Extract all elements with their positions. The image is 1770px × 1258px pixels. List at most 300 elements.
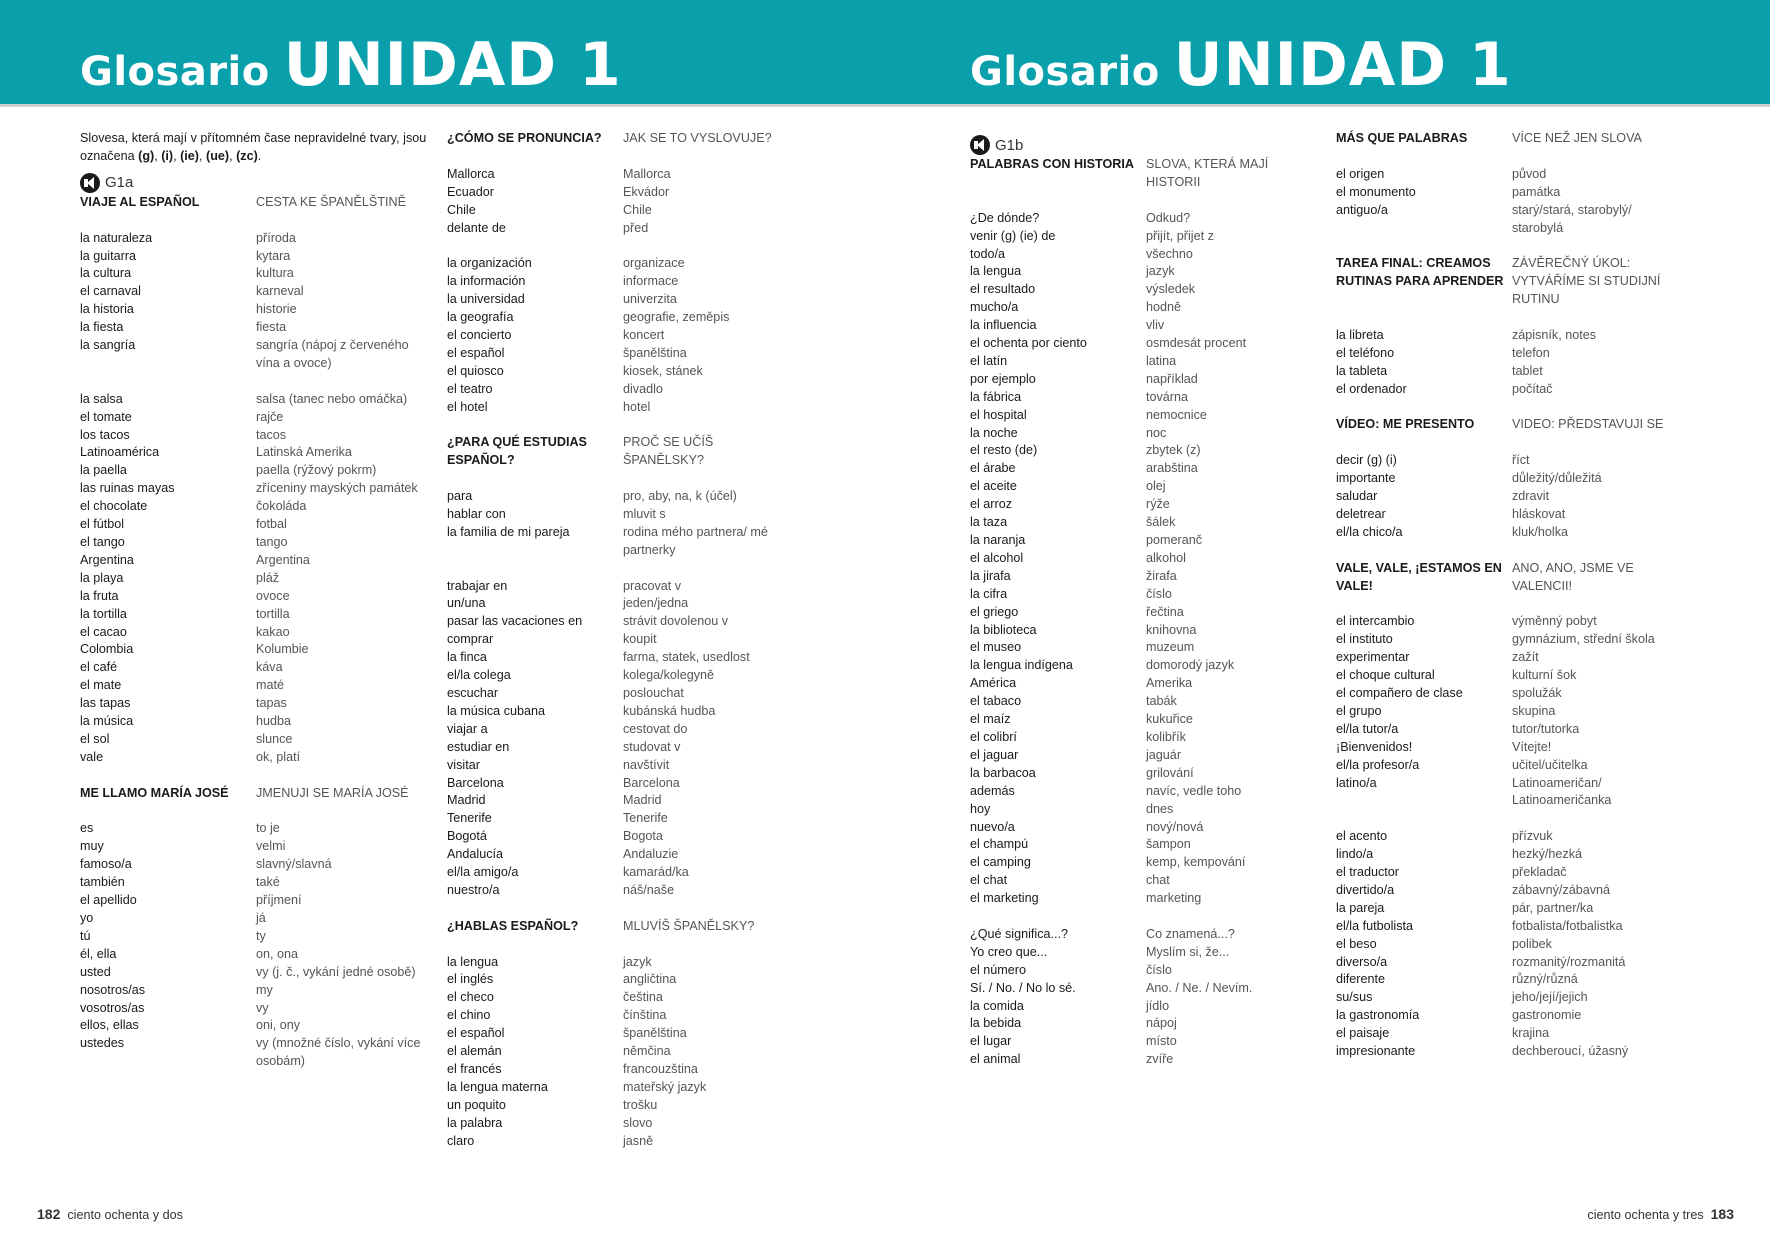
term-spanish: el mate [80,678,122,693]
glossary-entry [970,604,1314,622]
intro-text: Slovesa, která mají v přítomném čase nepravidelné tvary, jsou označena [80,131,427,163]
glossary-entry [1336,739,1680,757]
term-czech: číslo [1146,586,1172,601]
glossary-entry [1336,470,1680,488]
glossary-entry [1336,524,1680,542]
glossary-entry [1336,381,1680,399]
term-czech: grilování [1146,765,1194,780]
left-page-title [80,30,622,100]
term-spanish: el resto (de) [970,443,1038,458]
term-spanish: la organización [447,256,532,271]
term-spanish: Latinoamérica [80,445,160,460]
glossary-entry [1336,1025,1680,1043]
glossary-entry [447,828,791,846]
term-spanish: el hospital [970,407,1027,422]
spacer [1336,595,1680,613]
term-czech: Latinská Amerika [256,445,352,460]
term-czech: překladač [1512,865,1567,880]
glossary-entry [80,444,436,462]
term-spanish: ellos, ellas [80,1018,139,1033]
term-spanish: Bogotá [447,829,487,844]
glossary-entry [80,409,436,427]
term-spanish: la tableta [1336,363,1388,378]
term-czech: Amerika [1146,676,1193,691]
glossary-entry [80,265,436,283]
term-spanish: yo [80,911,94,925]
term-czech: polibek [1512,936,1552,951]
term-spanish: el compañero de clase [1336,685,1463,700]
term-czech: francouzština [623,1062,698,1077]
term-spanish: Argentina [80,552,134,567]
glossary-entry [970,568,1314,586]
term-czech: zvíře [1146,1052,1174,1067]
glossary-entry [970,389,1314,407]
spacer [80,803,436,821]
glossary-entry [1336,488,1680,506]
glossary-entry [447,810,791,828]
section-heading [1336,255,1680,309]
term-czech: Ekvádor [623,184,670,199]
audio-track-label: G1b [995,136,1024,154]
term-czech: studovat v [623,739,681,754]
glossary-entry [1336,900,1680,918]
heading-czech: VIDEO: PŘEDSTAVUJI SE [1512,417,1664,432]
term-czech: Co znamená...? [1146,926,1235,941]
term-spanish: impresionante [1336,1044,1416,1059]
term-spanish: un poquito [447,1097,506,1112]
term-czech: fotbalista/fotbalistka [1512,918,1623,933]
term-spanish: la lengua indígena [970,658,1073,673]
term-spanish: el hotel [447,399,488,414]
term-czech: paella (rýžový pokrm) [256,463,377,478]
glossary-entry [1336,989,1680,1007]
term-spanish: venir (g) (ie) de [970,228,1056,243]
glossary-entry [447,757,791,775]
term-spanish: el animal [970,1052,1021,1067]
term-spanish: la tortilla [80,606,127,621]
term-czech: kultura [256,266,294,281]
heading-czech: PROČ SE UČÍŠ ŠPANĚLSKY? [623,435,714,468]
glossary-entry [80,337,436,373]
term-czech: arabština [1146,461,1198,476]
term-spanish: experimentar [1336,650,1410,665]
term-spanish: el jaguar [970,747,1019,762]
term-spanish: la barbacoa [970,765,1036,780]
glossary-entry [447,220,791,238]
section-heading [1336,416,1680,434]
term-czech: muzeum [1146,640,1195,655]
term-spanish: nosotros/as [80,982,146,997]
term-czech: pomeranč [1146,533,1203,548]
glossary-entry [447,524,791,560]
term-spanish: la cifra [970,586,1008,601]
term-czech: tablet [1512,363,1543,378]
term-spanish: el alcohol [970,550,1024,565]
glossary-entry [80,713,436,731]
left-column-2 [447,130,791,1151]
term-spanish: ¡Bienvenidos! [1336,739,1413,754]
glossary-entry [447,721,791,739]
section-heading [447,918,791,936]
term-czech: latina [1146,353,1177,368]
term-czech: počítač [1512,381,1553,396]
term-spanish: las ruinas mayas [80,481,175,496]
glossary-entry [1336,345,1680,363]
glossary-entry [970,783,1314,801]
glossary-entry [80,928,436,946]
term-spanish: el teléfono [1336,345,1395,360]
glossary-entry [970,1015,1314,1033]
term-spanish: comprar [447,632,494,647]
title-glosario: Glosario [970,49,1160,95]
spacer [970,192,1314,210]
term-spanish: el carnaval [80,284,141,299]
heading-czech: VÍCE NEŽ JEN SLOVA [1512,131,1642,145]
spacer [1336,434,1680,452]
term-spanish: el aceite [970,479,1017,494]
term-czech: koupit [623,632,657,647]
glossary-entry [447,1133,791,1151]
glossary-entry [1336,846,1680,864]
term-czech: jazyk [1146,264,1175,279]
glossary-entry [80,641,436,659]
term-spanish: antiguo/a [1336,202,1388,217]
glossary-entry [1336,757,1680,775]
glossary-entry [447,649,791,667]
spacer [1336,810,1680,828]
glossary-entry [970,747,1314,765]
term-czech: Argentina [256,552,310,567]
term-czech: také [256,875,280,890]
term-czech: chat [1146,873,1170,888]
term-czech: památka [1512,184,1561,199]
glossary-entry [970,246,1314,264]
term-czech: dnes [1146,801,1174,816]
glossary-entry [970,281,1314,299]
term-spanish: el francés [447,1062,502,1077]
heading-czech: SLOVA, KTERÁ MAJÍ HISTORII [1146,157,1269,189]
glossary-list [80,172,436,1071]
term-czech: geografie, zeměpis [623,310,730,325]
term-spanish: el español [447,1026,505,1041]
term-spanish: es [80,821,94,836]
term-czech: čeština [623,990,663,1005]
heading-spanish: VIAJE AL ESPAÑOL [80,194,200,209]
glossary-entry [1336,721,1680,739]
glossary-entry [80,588,436,606]
term-czech: karneval [256,284,304,299]
term-spanish: visitar [447,757,480,772]
section-heading [1336,130,1680,148]
term-spanish: estudiar en [447,739,510,754]
glossary-entry [1336,184,1680,202]
term-spanish: la fábrica [970,389,1022,404]
term-czech: příjmení [256,893,302,908]
glossary-entry [80,427,436,445]
term-spanish: vosotros/as [80,1000,145,1015]
term-czech: vy (množné číslo, vykání více osobám) [256,1036,421,1069]
term-spanish: deletrear [1336,506,1386,521]
term-spanish: Chile [447,202,476,217]
term-spanish: el chocolate [80,499,148,514]
glossary-entry [447,1061,791,1079]
section-heading [447,130,791,148]
glossary-entry [447,595,791,613]
term-czech: zábavný/zábavná [1512,882,1611,897]
glossary-entry [970,1033,1314,1051]
term-spanish: la lengua [447,954,499,969]
term-spanish: la guitarra [80,248,137,263]
term-czech: jeden/jedna [623,596,689,611]
term-spanish: el número [970,962,1027,977]
term-spanish: trabajar en [447,578,508,593]
glossary-entry [970,801,1314,819]
glossary-entry [447,184,791,202]
glossary-entry [1336,828,1680,846]
glossary-list [1336,130,1680,1061]
spacer [80,212,436,230]
term-spanish: ¿De dónde? [970,210,1040,225]
term-spanish: el intercambio [1336,614,1415,629]
term-czech: káva [256,660,283,675]
term-spanish: el sol [80,731,110,746]
term-czech: vy [256,1000,269,1015]
term-spanish: la fiesta [80,320,124,335]
term-spanish: el/la amigo/a [447,865,519,880]
glossary-entry [970,962,1314,980]
term-spanish: la comida [970,998,1024,1013]
term-spanish: el ochenta por ciento [970,336,1087,351]
term-spanish: además [970,783,1015,798]
term-spanish: el maíz [970,712,1011,727]
term-spanish: ustedes [80,1036,125,1051]
term-czech: náš/naše [623,882,675,897]
term-spanish: el arroz [970,497,1012,512]
spacer [1336,237,1680,255]
glossary-entry [80,319,436,337]
glossary-entry [80,230,436,248]
term-czech: všechno [1146,246,1193,261]
term-czech: jaguár [1146,747,1182,762]
glossary-entry [80,606,436,624]
term-spanish: el cacao [80,624,127,639]
term-czech: gymnázium, střední škola [1512,632,1655,647]
term-czech: kolibřík [1146,729,1186,744]
glossary-entry [970,335,1314,353]
term-czech: zažít [1512,650,1539,665]
term-czech: různý/různá [1512,972,1578,987]
term-spanish: el beso [1336,936,1377,951]
term-spanish: el tabaco [970,694,1022,709]
term-czech: hotel [623,399,651,414]
term-spanish: diverso/a [1336,954,1388,969]
right-title-banner [885,0,1770,104]
term-spanish: la salsa [80,391,123,406]
term-czech: telefon [1512,345,1550,360]
term-czech: mateřský jazyk [623,1079,707,1094]
term-spanish: la jirafa [970,568,1011,583]
term-spanish: por ejemplo [970,371,1036,386]
term-spanish: tú [80,928,91,943]
term-czech: slunce [256,731,293,746]
section-heading [447,434,791,470]
term-czech: slovo [623,1115,653,1130]
glossary-entry [1336,506,1680,524]
glossary-entry [447,631,791,649]
glossary-entry [80,874,436,892]
term-spanish: delante de [447,220,506,235]
glossary-entry [80,1000,436,1018]
term-spanish: lindo/a [1336,847,1374,862]
term-spanish: nuestro/a [447,882,500,897]
term-spanish: la finca [447,650,487,665]
term-spanish: el alemán [447,1044,502,1059]
right-column-2 [1336,130,1680,1061]
glossary-entry [970,622,1314,640]
term-czech: koncert [623,327,665,342]
left-title-banner [0,0,885,104]
term-czech: strávit dovolenou v [623,614,729,629]
term-czech: já [256,911,266,925]
term-spanish: el origen [1336,166,1385,181]
term-spanish: la naranja [970,533,1026,548]
term-czech: čínština [623,1008,667,1023]
glossary-entry [970,836,1314,854]
term-czech: příroda [256,230,296,245]
glossary-entry [447,971,791,989]
glossary-entry [1336,864,1680,882]
term-czech: učitel/učitelka [1512,757,1588,772]
glossary-entry [80,820,436,838]
term-spanish: la taza [970,515,1008,530]
glossary-entry [970,765,1314,783]
glossary-entry [80,749,436,767]
term-spanish: Ecuador [447,184,494,199]
heading-czech: MLUVÍŠ ŠPANĚLSKY? [623,918,755,933]
term-spanish: latino/a [1336,775,1377,790]
term-czech: fotbal [256,517,287,532]
term-spanish: la naturaleza [80,230,153,245]
term-spanish: la influencia [970,318,1037,333]
term-spanish: Tenerife [447,811,492,826]
heading-czech: ZÁVĚREČNÝ ÚKOL: VYTVÁŘÍME SI STUDIJNÍ RUTINU [1512,256,1661,307]
term-czech: spolužák [1512,685,1562,700]
spacer [447,148,791,166]
term-spanish: el griego [970,604,1019,619]
term-czech: žirafa [1146,568,1177,583]
term-czech: jídlo [1146,998,1170,1013]
glossary-entry [1336,327,1680,345]
glossary-entry [80,892,436,910]
term-spanish: el paisaje [1336,1026,1390,1041]
term-spanish: la universidad [447,292,525,307]
term-czech: osmdesát procent [1146,336,1247,351]
glossary-entry [970,550,1314,568]
term-czech: ok, platí [256,749,301,764]
glossary-entry [970,711,1314,729]
term-spanish: la palabra [447,1115,503,1130]
glossary-entry [1336,363,1680,381]
glossary-entry [447,1043,791,1061]
term-czech: alkohol [1146,550,1186,565]
term-czech: slavný/slavná [256,857,332,872]
glossary-entry [447,1079,791,1097]
term-spanish: el/la chico/a [1336,524,1403,539]
term-spanish: un/una [447,596,486,611]
term-spanish: viajar a [447,721,488,736]
glossary-entry [80,1035,436,1071]
spacer [1336,148,1680,166]
term-spanish: el/la futbolista [1336,918,1414,933]
section-heading [970,156,1314,192]
audio-track [970,134,1314,156]
glossary-entry [80,838,436,856]
glossary-entry [447,1007,791,1025]
term-czech: Mallorca [623,166,671,181]
glossary-entry [447,381,791,399]
heading-spanish: TAREA FINAL: CREAMOS RUTINAS PARA APRENDER [1336,256,1504,289]
term-czech: salsa (tanec nebo omáčka) [256,391,408,406]
term-spanish: la información [447,274,526,289]
spacer [80,373,436,391]
glossary-entry [80,910,436,928]
term-spanish: el grupo [1336,703,1382,718]
term-spanish: el chino [447,1008,491,1023]
term-spanish: el latín [970,353,1008,368]
glossary-entry [447,578,791,596]
term-czech: kulturní šok [1512,668,1577,683]
term-czech: olej [1146,479,1166,494]
term-spanish: hoy [970,801,991,816]
speaker-icon [80,173,100,193]
glossary-entry [447,399,791,417]
term-spanish: Colombia [80,642,134,657]
glossary-entry [80,624,436,642]
glossary-entry [80,516,436,534]
term-czech: informace [623,274,679,289]
marker-ue: (ue) [206,148,230,163]
term-czech: kakao [256,624,290,639]
glossary-entry [1336,775,1680,811]
term-spanish: diferente [1336,972,1386,987]
term-czech: španělština [623,1026,687,1041]
audio-track [80,172,436,194]
glossary-entry [80,964,436,982]
glossary-entry [80,946,436,964]
glossary-entry [970,496,1314,514]
term-spanish: el colibrí [970,729,1017,744]
heading-spanish: VÍDEO: ME PRESENTO [1336,417,1475,432]
glossary-entry [447,864,791,882]
glossary-entry [80,498,436,516]
glossary-entry [447,166,791,184]
term-spanish: escuchar [447,686,499,701]
term-czech: kolega/kolegyně [623,668,715,683]
right-column-1 [970,130,1314,1069]
glossary-entry [80,856,436,874]
term-czech: on, ona [256,946,299,961]
term-spanish: el concierto [447,327,512,342]
title-unidad: UNIDAD 1 [1173,30,1512,100]
marker-i: (i) [161,148,174,163]
spacer [1336,542,1680,560]
glossary-entry [970,872,1314,890]
term-czech: pro, aby, na, k (účel) [623,489,737,504]
term-czech: nemocnice [1146,407,1207,422]
glossary-entry [80,659,436,677]
glossary-entry [80,552,436,570]
term-spanish: Madrid [447,793,486,808]
